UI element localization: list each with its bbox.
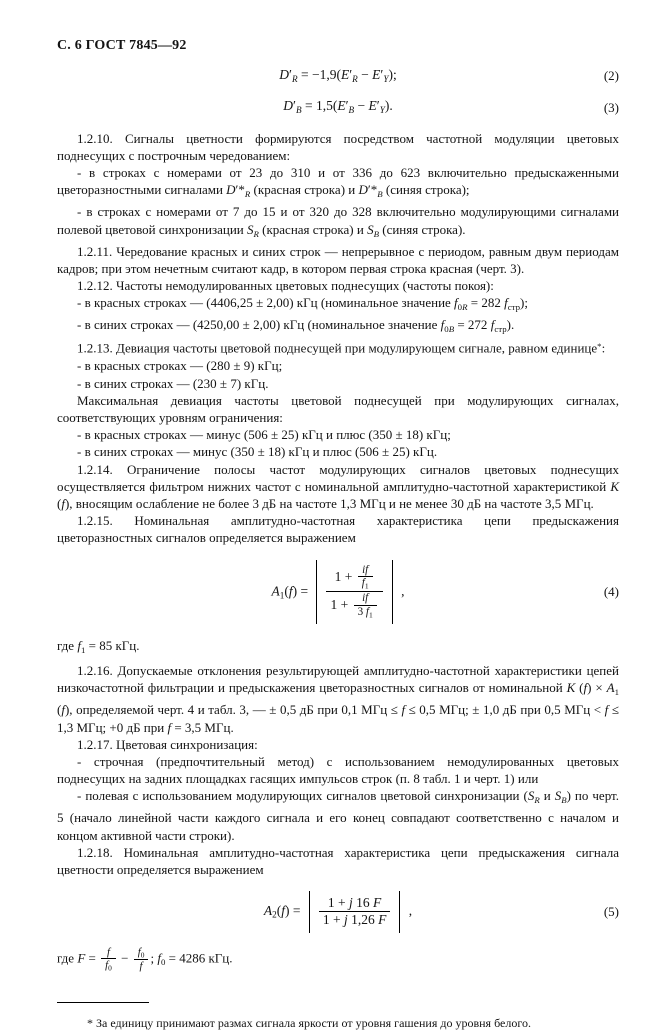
text-run: D (358, 182, 368, 198)
fraction-numerator (358, 564, 373, 577)
absolute-value-bars (316, 560, 392, 625)
text-run: − (117, 949, 132, 965)
fraction-numerator (134, 946, 149, 960)
text-run: R (534, 795, 540, 806)
text-run: f (106, 945, 110, 958)
text-run: - в синих строках — (230 ± 7) кГц. (77, 375, 269, 391)
text-run: = 3,5 МГц. (171, 719, 234, 735)
footnote-separator (57, 1002, 149, 1003)
text-run: 16 (352, 895, 374, 911)
text-run: S (246, 221, 254, 237)
text-run: E (337, 98, 346, 114)
text-run: 2 (272, 909, 277, 920)
text-run: ′ (289, 67, 292, 82)
para-1-2-15 (57, 512, 619, 546)
text-run: 1 + (327, 895, 350, 911)
text-run: D (226, 182, 236, 198)
fraction-numerator (354, 592, 377, 605)
text-run: 1 (80, 644, 86, 655)
text-run: 1.2.16. Допускаемые отклонения результирующей амплитудно-частотной характеристики цепей низкочастотной фильтрации и предыскажения цветоразностных сигналов от номинальной (57, 663, 619, 696)
equation-body (264, 891, 412, 932)
text-run: F (373, 895, 382, 911)
text-run: = (85, 949, 100, 965)
text-run: 1.2.14. Ограничение полосы частот модулирующих сигналов цветовых поднесущих осуществляется фильтром нижних частот с номинальной амплитудно-частотной характеристикой (57, 461, 619, 494)
text-run: ′ (376, 98, 380, 114)
para-max-deviation (57, 392, 619, 426)
text-run: , (397, 582, 405, 598)
text-run: 1 (614, 687, 619, 698)
equation-body (272, 560, 405, 625)
fraction-numerator (326, 564, 382, 592)
text-run: A (271, 582, 280, 598)
list-item-blue-max-deviation (57, 443, 619, 460)
text-run: 0 (140, 949, 145, 959)
footnote-unit-definition (57, 1015, 619, 1031)
para-1-2-18 (57, 844, 619, 878)
text-run: 1.2.13. Девиация частоты цветовой поднесущей при модулирующем сигнале, равном единице (77, 341, 598, 357)
text-run: R (291, 73, 298, 84)
equation-number: (3) (603, 99, 619, 115)
text-run: 3 (357, 606, 366, 619)
para-1-2-12 (57, 277, 619, 294)
document-content (57, 67, 619, 1031)
text-run: B (295, 105, 302, 116)
text-run: = 272 (454, 317, 491, 333)
text-run: S (527, 788, 535, 804)
text-run: ′ (349, 67, 353, 82)
text-run: ( (284, 582, 289, 598)
text-run: R (244, 189, 251, 200)
text-run: ; (150, 949, 158, 965)
list-item-red-deviation (57, 357, 619, 374)
text-run: и (539, 788, 555, 804)
text-run: f (105, 958, 109, 971)
text-run: = 282 (467, 295, 505, 311)
text-run: - в красных строках — (4406,25 ± 2,00) кГц (номинальное значение (77, 295, 455, 311)
formula-5 (57, 891, 619, 932)
fraction-denominator (134, 959, 149, 972)
equation-number: (4) (603, 583, 619, 599)
text-run: - в синих строках — минус (350 ± 18) кГц и плюс (506 ± 25) кГц. (77, 444, 438, 460)
formula-4 (57, 560, 619, 625)
text-run: E (372, 67, 381, 82)
text-run: * За единицу принимают размах сигнала яркости от уровня гашения до уровня белого. (87, 1016, 531, 1031)
para-1-2-17 (57, 736, 619, 753)
text-run: - в строках с номерами от 23 до 310 и от 336 до 623 включительно предыскаженными цветоразностными сигналами (57, 165, 619, 198)
list-item-blue-rest-freq (57, 316, 619, 338)
text-run: f (361, 577, 365, 590)
text-run: ); (388, 67, 397, 82)
text-run: f (583, 680, 588, 696)
text-run: где (57, 638, 78, 654)
text-run: S (367, 221, 374, 237)
text-run: 1,26 (347, 912, 379, 928)
text-run: f (61, 495, 65, 511)
text-run: R (253, 228, 259, 239)
text-run: R (462, 302, 468, 313)
text-run: f (137, 945, 141, 958)
equation-number: (5) (603, 903, 619, 919)
text-run: f (604, 702, 609, 718)
absolute-value-bars (309, 891, 401, 932)
text-run: − (354, 98, 369, 114)
text-run: ) по черт. 5 (начало линейной части каждого сигнала и его конец совпадают соответственно с началом и концом активной части строки). (57, 788, 619, 843)
para-1-2-16 (57, 662, 619, 736)
para-1-2-10 (57, 130, 619, 164)
text-run: D (279, 67, 290, 82)
text-run: Максимальная девиация частоты цветовой поднесущей при модулирующих сигналах, соответствующих уровням ограничения: (57, 392, 619, 425)
where-F (57, 946, 619, 973)
text-run: - полевая с использованием модулирующих сигналов цветовой синхронизации ( (77, 788, 528, 804)
text-run: = 4286 кГц. (165, 949, 233, 965)
text-run: ′* (235, 182, 245, 198)
text-run: ) = (292, 582, 312, 598)
text-run: f (504, 295, 508, 311)
text-run: - в синих строках — (4250,00 ± 2,00) кГц (номинальное значение (77, 317, 441, 333)
text-run: ). (506, 317, 515, 333)
text-run: f (77, 638, 81, 654)
text-run: 1 + (322, 912, 344, 928)
equation-body (279, 67, 396, 85)
text-run: 1.2.12. Частоты немодулированных цветовых поднесущих (частоты покоя): (77, 278, 494, 294)
fraction-denominator (358, 576, 373, 591)
text-run: (красная строка) и (258, 221, 368, 237)
text-run: E (340, 67, 350, 82)
text-run: f (401, 702, 406, 718)
text-run: if (362, 563, 369, 576)
fraction-numerator (319, 895, 391, 911)
fraction (326, 564, 382, 621)
text-run: 1 (279, 589, 285, 600)
text-run: 1.2.15. Номинальная амплитудно-частотная характеристика цепи предыскажения цветоразностных сигналов определяется выражением (57, 513, 619, 546)
text-run: = −1,9( (297, 67, 341, 82)
text-run: S (554, 788, 562, 804)
text-run: f (167, 719, 172, 735)
text-run: = 1,5( (301, 98, 338, 114)
text-run: (синяя строка); (382, 182, 470, 198)
text-run: 1 + (330, 597, 352, 613)
text-run: 0 (457, 302, 463, 313)
text-run: D (283, 98, 294, 114)
text-run: ( (276, 903, 282, 918)
text-run: f (454, 295, 458, 311)
list-item-red-max-deviation (57, 426, 619, 443)
text-run: B (448, 324, 455, 335)
text-run: A (263, 903, 273, 918)
text-run: − (357, 67, 373, 82)
text-run: 1.2.10. Сигналы цветности формируются посредством частотной модуляции цветовых поднесущих с построчным чередованием: (57, 130, 619, 164)
text-run: if (362, 592, 369, 605)
text-run: , (405, 903, 413, 918)
text-run: f (288, 582, 293, 598)
para-1-2-11 (57, 243, 619, 277)
text-run: B (377, 189, 383, 200)
fraction-numerator (101, 946, 116, 958)
text-run: = 85 кГц. (85, 638, 140, 654)
text-run: - в красных строках — (280 ± 9) кГц; (77, 358, 283, 374)
text-run: F (378, 912, 387, 928)
text-run: F (77, 949, 86, 965)
text-run: f (139, 960, 143, 973)
text-run: ′* (367, 182, 378, 198)
text-run: Y (383, 73, 389, 84)
where-f1 (57, 637, 619, 659)
text-run: ≤ 0,5 МГц; ± 1,0 дБ при 0,5 МГц < (405, 702, 605, 718)
text-run: f (490, 317, 495, 333)
text-run: ( (57, 495, 62, 511)
text-run: B (561, 795, 567, 806)
text-run: 0 (444, 324, 449, 335)
text-run: B (348, 105, 355, 116)
fraction (354, 592, 377, 620)
text-run: ), вносящим ослабление не более 3 дБ на частоте 1,3 МГц и не менее 30 дБ на частоте 3,5 МГц. (64, 495, 594, 511)
text-run: : (601, 341, 606, 357)
text-run: 0 (108, 962, 112, 972)
text-run: f (61, 702, 65, 718)
text-run: ′ (380, 67, 384, 82)
text-run: K (566, 680, 576, 696)
list-item-lines-7-15 (57, 203, 619, 242)
text-run: - в строках с номерами от 7 до 15 и от 320 до 328 включительно модулирующими сигналами полевой цветовой синхронизации (57, 204, 619, 237)
text-run: ); (520, 295, 528, 311)
text-run: f (157, 949, 161, 965)
fraction (319, 895, 391, 928)
text-run: ), определяемой черт. 4 и табл. 3, — ± 0,5 дБ при 0,1 МГц ≤ (64, 702, 402, 718)
text-run: ≤ 1,3 МГц; +0 дБ при (57, 702, 619, 735)
formula-2 (57, 67, 619, 85)
text-run: f (365, 606, 369, 619)
text-run: 1 + (334, 568, 356, 584)
fraction (134, 946, 149, 973)
fraction-denominator (354, 605, 377, 620)
equation-body (283, 98, 392, 116)
fraction-denominator (101, 958, 116, 973)
text-run: R (352, 73, 358, 84)
text-run: 1.2.17. Цветовая синхронизация: (77, 736, 258, 752)
fraction (101, 946, 116, 973)
para-1-2-13 (57, 338, 619, 357)
text-run: B (373, 228, 379, 239)
page-header: С. 6 ГОСТ 7845—92 (57, 38, 187, 53)
text-run: ( (575, 680, 584, 696)
text-run: Y (379, 105, 385, 116)
fraction (358, 564, 373, 592)
list-item-blue-deviation (57, 375, 619, 392)
text-run: j (343, 912, 348, 928)
fraction-denominator (326, 591, 382, 620)
text-run: f (281, 903, 285, 918)
text-run: 1.2.18. Номинальная амплитудно-частотная характеристика цепи предыскажения сигнала цветности определяется выражением (57, 844, 619, 878)
text-run: E (368, 98, 377, 114)
text-run: ) = (284, 903, 304, 918)
text-run: где (57, 949, 78, 965)
text-run: j (349, 895, 353, 911)
text-run: ( (57, 702, 62, 718)
list-item-line-sync (57, 753, 619, 787)
text-run: 1 (368, 610, 373, 620)
text-run: 1.2.11. Чередование красных и синих строк — непрерывное с периодом, равным двум периодам кадров; при этом нечетным считают кадр, в котором первая строка красная (черт. 3). (57, 243, 619, 276)
text-run: * (597, 341, 602, 352)
para-1-2-14 (57, 461, 619, 513)
fraction-denominator (319, 911, 391, 928)
equation-number: (2) (603, 68, 619, 84)
text-run: ). (384, 98, 393, 114)
formula-3 (57, 98, 619, 116)
text-run: ′ (345, 98, 349, 114)
text-run: f (440, 317, 445, 333)
text-run: - строчная (предпочтительный метод) с использованием немодулированных цветовых поднесущих на задних площадках гасящих импульсов строк (п. 8 табл. 1 и черт. 1) или (57, 753, 619, 787)
text-run: - в красных строках — минус (506 ± 25) кГц и плюс (350 ± 18) кГц; (77, 427, 451, 443)
list-item-lines-23-310 (57, 164, 619, 203)
text-run: стр (494, 324, 507, 335)
text-run: K (610, 478, 619, 494)
text-run: стр (507, 302, 521, 313)
text-run: ′ (293, 98, 296, 114)
text-run: (красная строка) и (250, 182, 359, 198)
text-run: 1 (364, 581, 369, 591)
list-item-field-sync (57, 787, 619, 843)
text-run: A (606, 680, 615, 696)
text-run: 0 (160, 956, 166, 967)
list-item-red-rest-freq (57, 294, 619, 316)
text-run: (синяя строка). (378, 221, 466, 237)
text-run: ) × (587, 680, 607, 696)
